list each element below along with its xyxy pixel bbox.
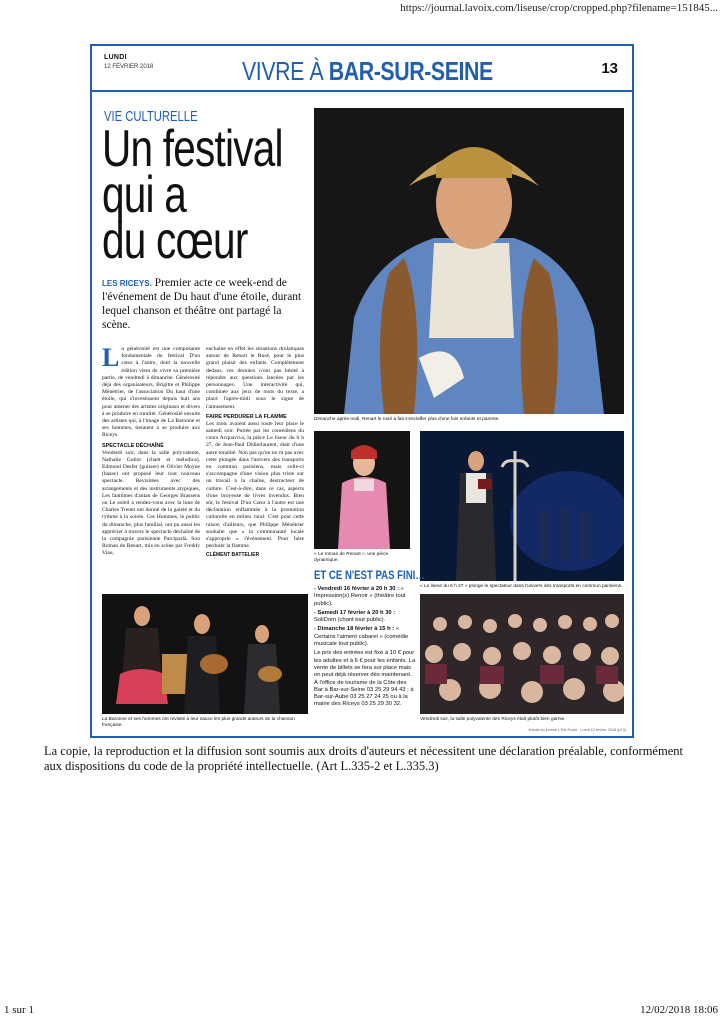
photo-renart-play [314,431,410,549]
author-signature: CLÉMENT BATTELIER [206,552,260,559]
section-title-main: BAR-SUR-SEINE [328,56,493,86]
newspaper-page [92,46,632,736]
chapo [102,276,302,332]
photo-liseur [420,431,624,581]
box-item-2-date: - Samedi 17 février à 20 h 30 : [314,609,396,616]
header-date: 12 FÉVRIER 2018 [104,64,154,70]
section-title-prefix: VIVRE À [242,56,329,86]
section-title [242,56,493,87]
article-column-1 [102,343,200,560]
photo-baronne [102,594,308,714]
box-paragraph: Le prix des entrées est fixé à 10 € pour les adultes et à 6 € pour les enfants. La vente de billets se fera sur place mais on peut déjà réserver dès maintenant. À l'office de tourisme de la Côte des Bar à Bar-sur-Seine 03 25 29 94 43 ; à Bar-sur-Aube 03 25 27 24 25 ou à la mairie des Riceys 03 25 29 30 32. [314,650,416,708]
chapo-kicker: LES RICEYS. [102,279,152,288]
article-column-2 [206,346,304,558]
box-item-1: « Impression(s) Renoir » (théâtre tout public). [314,586,406,607]
box-item-2: SoliDom (chant tout public). [314,617,386,624]
subheading-spectacle: SPECTACLE DÉCHAÎNÉ [102,442,164,449]
page-url: https://journal.lavoix.com/liseuse/crop/cropped.php?filename=151845... [400,2,718,14]
col2-paragraph-2: Les mots avaient aussi toute leur place le samedi soir. Portée par les comédiens du cours Acquaviva, la pièce Le liseur du 6 h 27, de Jean-Paul Didierlaurent, était d'une autre tonalité. Non pas qu'on ne rit pas avec cette plongée dans l'univers des transports en commun parisiens, mais celle-ci s'accompagne d'une vision plus triste sur un travail à la chaîne, destructeur de culture. C'est-à-dire, dans ce cas, aspects d'une broyeuse de livres invendus. Bien sûr, le festival D'un Cœur à l'autre est une déclaration enflammée à la promotion culturelle en milieu rural. C'est pour cette raison d'ailleurs, que Philippe Ménétrier souhaite que « la communauté locale s'approprie » l'événement. Pour faire perdurer la flamme. [206,420,304,550]
page-number: 13 [601,60,618,77]
caption-renart: « Le roman de Renart », une pièce dynamique. [314,552,389,563]
box-item-1-date: - Vendredi 16 février à 20 h 30 : [314,586,400,592]
rubrique: VIE CULTURELLE [104,108,198,125]
headline: Un festival qui a du cœur [102,120,283,270]
box-item-3: « Certains l'aiment cabaret » (comédie musicale tout public). [314,626,409,648]
chapo-text: Premier acte ce week-end de l'événement de Du haut d'une étoile, durant lequel chanson et théâtre ont partagé la scène. [102,277,302,331]
credit: Extrait du journal L'Est Éclair · Lundi 12 février 2018 (p13) [528,728,626,732]
photo-salle-image [420,594,624,714]
subheading-flamme: FAIRE PERDURER LA FLAMME [206,413,287,420]
copyright-notice: La copie, la reproduction et la diffusion sont soumis aux droits d'auteurs et nécessitent une déclaration préalable, conformément aux dispositions du code de la propriété intellectuelle. (Art L.335-2 et L.335.3) [44,744,683,773]
col1-paragraph-2: Vendredi soir, dans la salle polyvalente, Nathalie Goliot (chant et mélodica), Edmond Desfer (guitare) et Olivier Moyne (basse) ont proposé leur tout nouveau spectacle. Revisitées avec des arrangements et des instruments atypiques, Les fantômes d'antan de Georges Brassens ou Le soleil a rendez-vous avec la lune de Charles Trenet ont donné de la gaieté et du rythme à la soirée. Ces Hommes, le public du dimanche, plus familial, ont pu aussi les apprécier à travers le spectacle déchaîné de la compagnie parisienne Parciparlà. Son Roman de Renart, mis en scène par Freddy Viau, [102,449,200,557]
caption-liseur: « Le liseur du 6 h 27 » plonge le spectateur dans l'univers des transports en commun parisiens. [420,584,623,589]
photo-salle [420,594,624,714]
photo-renart-actor [314,108,624,414]
page-header [92,46,632,92]
print-timestamp: 12/02/2018 18:06 [640,1004,718,1016]
col1-paragraph-1: a générosité est une composante fondamentale du festival D'un cœur à l'autre, dont la nouvelle édition vient de vivre sa première partie, de vendredi à dimanche. Générosité déjà des organisateurs, Brigitte et Philippe Ménétrier, de l'association Du haut d'une étoile, qui s'investissent depuis huit ans pour amener des artistes originaux et divers à se produire en ruralité. Générosité ensuite des artistes qui, à l'image de La Baronne et ses hommes, tiennent à se produire aux Riceys. [102,346,200,439]
photo-renart-play-image [314,431,410,549]
col2-paragraph-1: enchaîne en effet les situations drolatiques autour de Renart le Rusé, pour le plus grand plaisir des enfants. Complètement dedans, ces derniers n'ont pas hésité à répondre aux questions lancées par les personnages. Une interactivité qui, combinée aux jeux de mots du texte, a placé l'après-midi sous le signe de l'amusement. [206,346,304,410]
events-box [314,586,416,711]
page-count: 1 sur 1 [4,1004,34,1016]
drop-cap: L [102,343,120,372]
caption-baronne: La Baronne et ses hommes ont revisité à leur sauce les plus grands auteurs de la chanson française. [102,717,295,728]
caption-salle: Vendredi soir, la salle polyvalente des Riceys était plutôt bien garnie. [420,717,566,722]
caption-main: Dimanche après-midi, Renart le rusé a fait s'esclaffer plus d'une fois enfants et parents. [314,417,500,422]
photo-liseur-image [420,431,624,581]
photo-baronne-image [102,594,308,714]
photo-renart-actor-image [314,108,624,414]
box-title: ET CE N'EST PAS FINI… [314,568,425,582]
header-day: LUNDI [104,54,127,61]
box-item-3-date: - Dimanche 18 février à 15 h : [314,626,395,633]
